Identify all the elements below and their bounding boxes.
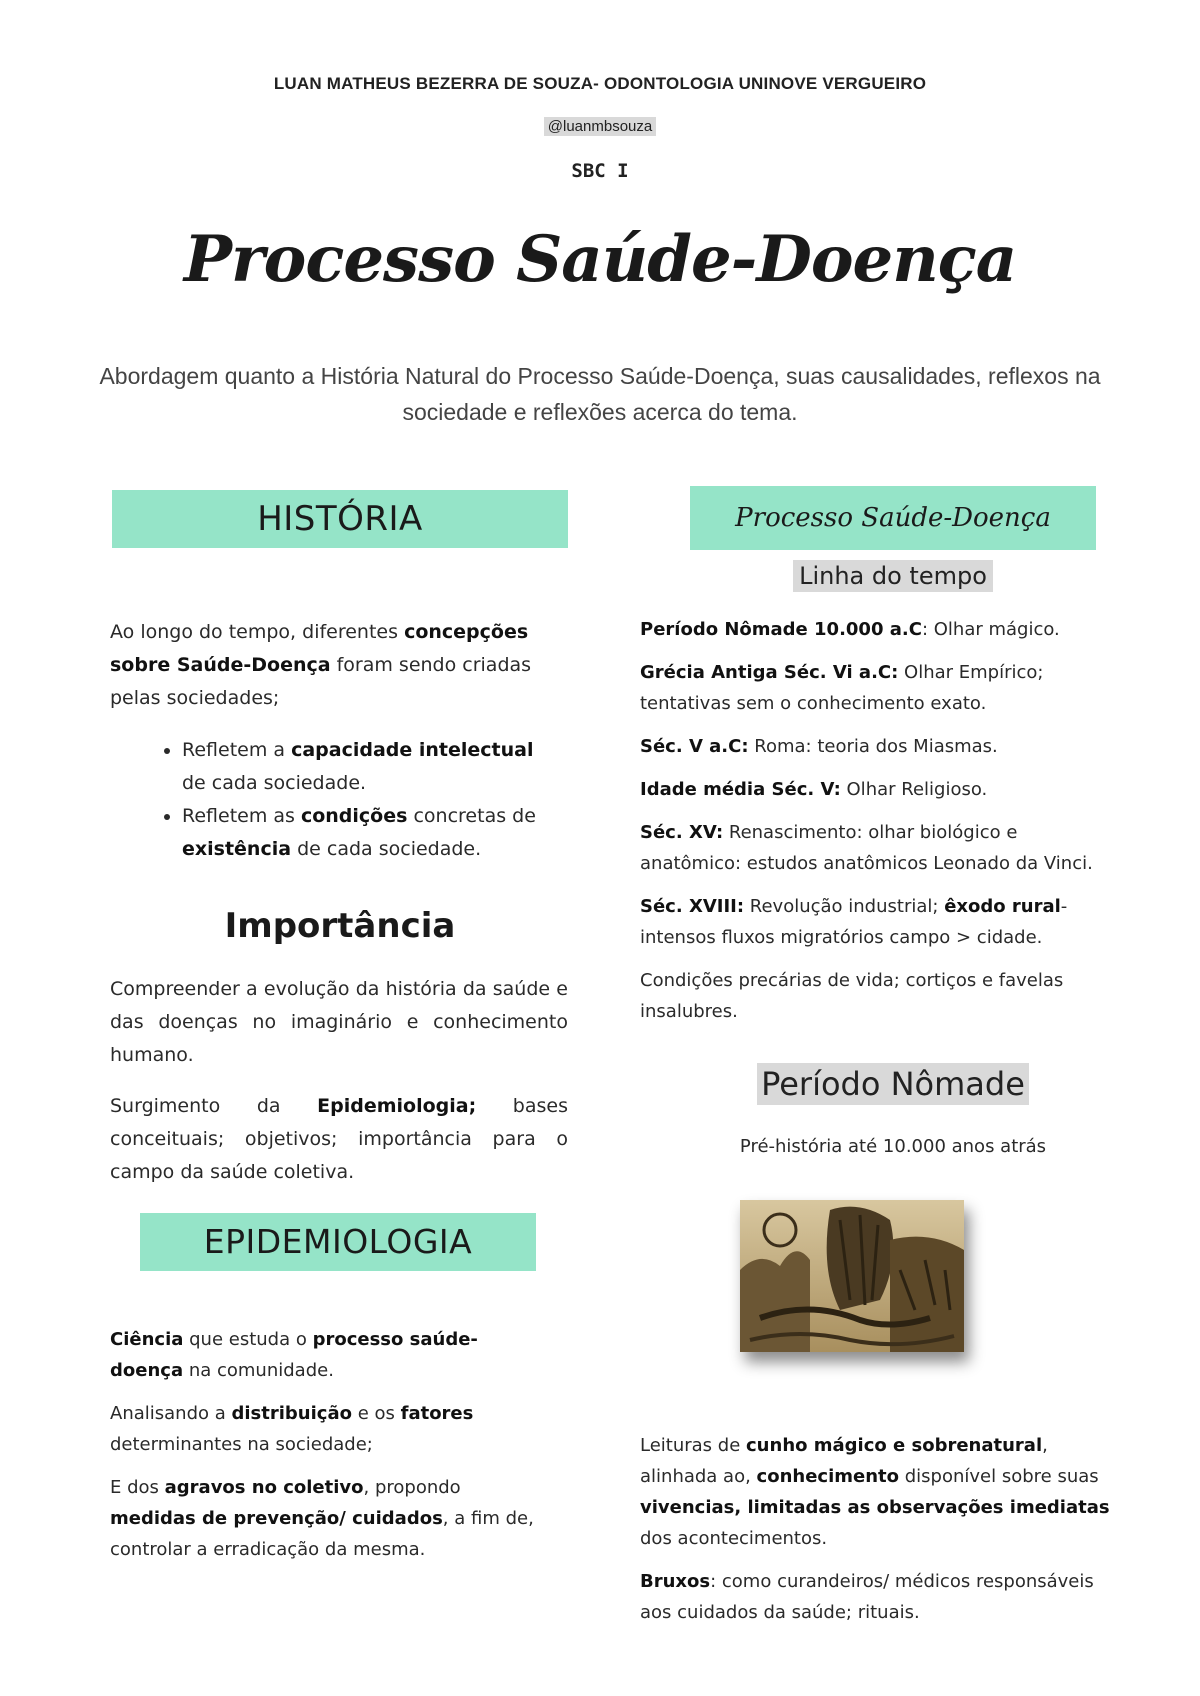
instagram-handle: @luanmbsouza [544, 117, 656, 136]
historia-bullet-1 [182, 734, 560, 800]
timeline-item [640, 731, 1110, 762]
bold-text: agravos no coletivo [164, 1477, 364, 1498]
text-run: Condições precárias de vida; cortiços e favelas insalubres. [640, 970, 1064, 1022]
text-run: Olhar Empírico; tentativas sem o conhecimento exato. [640, 662, 1044, 714]
historia-bullet-list [140, 734, 560, 866]
text-run: Refletem as [182, 805, 301, 827]
importancia-paragraph-1: Compreender a evolução da história da saúde e das doenças no imaginário e conhecimento humano. [110, 978, 568, 1066]
nomade-text [640, 1430, 1110, 1640]
bold-text: Ciência [110, 1329, 184, 1350]
historia-p1 [110, 616, 550, 715]
timeline-subheading: Linha do tempo [793, 560, 993, 592]
text-run: Revolução industrial; [744, 896, 945, 917]
timeline-item [640, 657, 1110, 719]
epidemiologia-p3 [110, 1472, 550, 1565]
text-run: de cada sociedade. [182, 772, 367, 794]
epidemiologia-text [110, 1324, 550, 1565]
text-run: : como curandeiros/ médicos responsáveis aos cuidados da saúde; rituais. [640, 1571, 1094, 1623]
text-run: Renascimento: olhar biológico e anatômico: estudos anatômicos Leonado da Vinci. [640, 822, 1093, 874]
text-run: na comunidade. [183, 1360, 334, 1381]
bold-text: concepções sobre Saúde-Doença [110, 621, 529, 676]
nomade-p1 [640, 1430, 1110, 1554]
bold-text: processo saúde-doença [110, 1329, 478, 1381]
engraving-illustration [740, 1200, 964, 1352]
timeline-list [640, 614, 1110, 1039]
text-run: : Olhar mágico. [921, 619, 1060, 640]
bold-text: Séc. XV: [640, 822, 724, 843]
intro-paragraph: Abordagem quanto a História Natural do Processo Saúde-Doença, suas causalidades, reflexos na sociedade e reflexões acerca do tema. [99, 363, 1101, 425]
bold-text: Bruxos [640, 1571, 711, 1592]
epidemiologia-heading: EPIDEMIOLOGIA [140, 1213, 536, 1271]
bold-text: Período Nômade 10.000 a.C [640, 619, 922, 640]
historia-paragraph [110, 616, 550, 715]
bold-text: medidas de prevenção/ cuidados [110, 1508, 443, 1529]
text-run: Leituras de [640, 1435, 747, 1456]
text-run: de cada sociedade. [291, 838, 482, 860]
text-run: Ao longo do tempo, diferentes [110, 621, 405, 643]
importancia-paragraph-2 [110, 1090, 568, 1189]
text-run: disponível sobre suas [899, 1466, 1099, 1487]
page-title: Processo Saúde-Doença [183, 222, 1017, 297]
bold-text: Séc. XVIII: [640, 896, 745, 917]
text-run: dos acontecimentos. [640, 1528, 828, 1549]
text-run: Refletem a [182, 739, 292, 761]
engraving-image [740, 1200, 964, 1352]
text-run: E dos [110, 1477, 165, 1498]
bold-text: vivencias, limitadas as observações imediatas [640, 1497, 1110, 1518]
text-run: que estuda o [183, 1329, 313, 1350]
text-run: , propondo [363, 1477, 461, 1498]
author-line: LUAN MATHEUS BEZERRA DE SOUZA- ODONTOLOGIA UNINOVE VERGUEIRO [273, 74, 927, 93]
bold-text: Grécia Antiga Séc. Vi a.C: [640, 662, 899, 683]
timeline-item [640, 614, 1110, 645]
importancia-heading: Importância [224, 906, 456, 946]
text-run: determinantes na sociedade; [110, 1434, 373, 1455]
text-run: Analisando a [110, 1403, 232, 1424]
text-run: e os [351, 1403, 401, 1424]
timeline-subheading-wrapper [690, 560, 1096, 592]
text-run: Roma: teoria dos Miasmas. [748, 736, 998, 757]
nomade-heading-wrapper [690, 1063, 1096, 1105]
processo-heading: Processo Saúde-Doença [690, 486, 1096, 550]
text-run: , alinhada ao, [640, 1435, 1048, 1487]
nomade-subtitle: Pré-história até 10.000 anos atrás [739, 1136, 1047, 1157]
timeline-item [640, 774, 1110, 805]
bold-text: Idade média Séc. V: [640, 779, 841, 800]
text-run: foram sendo criadas pelas sociedades; [110, 654, 532, 709]
bold-text: existência [182, 838, 292, 860]
nomade-p2 [640, 1566, 1110, 1628]
timeline-item [640, 817, 1110, 879]
text-run: bases conceituais; objetivos; importância para o campo da saúde coletiva. [110, 1095, 568, 1183]
timeline-item [640, 965, 1110, 1027]
historia-heading: HISTÓRIA [112, 490, 568, 548]
bold-text: Séc. V a.C: [640, 736, 749, 757]
course-code: SBC I [571, 160, 629, 182]
bold-text: êxodo rural [944, 896, 1061, 917]
bold-text: cunho mágico e sobrenatural [746, 1435, 1043, 1456]
bold-text: conhecimento [756, 1466, 900, 1487]
bold-text: capacidade intelectual [291, 739, 534, 761]
timeline-item [640, 891, 1110, 953]
bold-text: Epidemiologia; [317, 1095, 477, 1117]
handle-wrapper [0, 116, 1200, 136]
epidemiologia-p1 [110, 1324, 550, 1386]
bold-text: fatores [400, 1403, 474, 1424]
epidemiologia-p2 [110, 1398, 550, 1460]
text-run: concretas de [407, 805, 536, 827]
historia-bullet-2 [182, 800, 560, 866]
bold-text: distribuição [231, 1403, 352, 1424]
nomade-heading: Período Nômade [757, 1063, 1029, 1105]
text-run: - intensos fluxos migratórios campo > cidade. [640, 896, 1068, 948]
text-run: Surgimento da [110, 1095, 318, 1117]
text-run: Olhar Religioso. [840, 779, 988, 800]
bold-text: condições [300, 805, 408, 827]
text-run: , a fim de, controlar a erradicação da mesma. [110, 1508, 534, 1560]
